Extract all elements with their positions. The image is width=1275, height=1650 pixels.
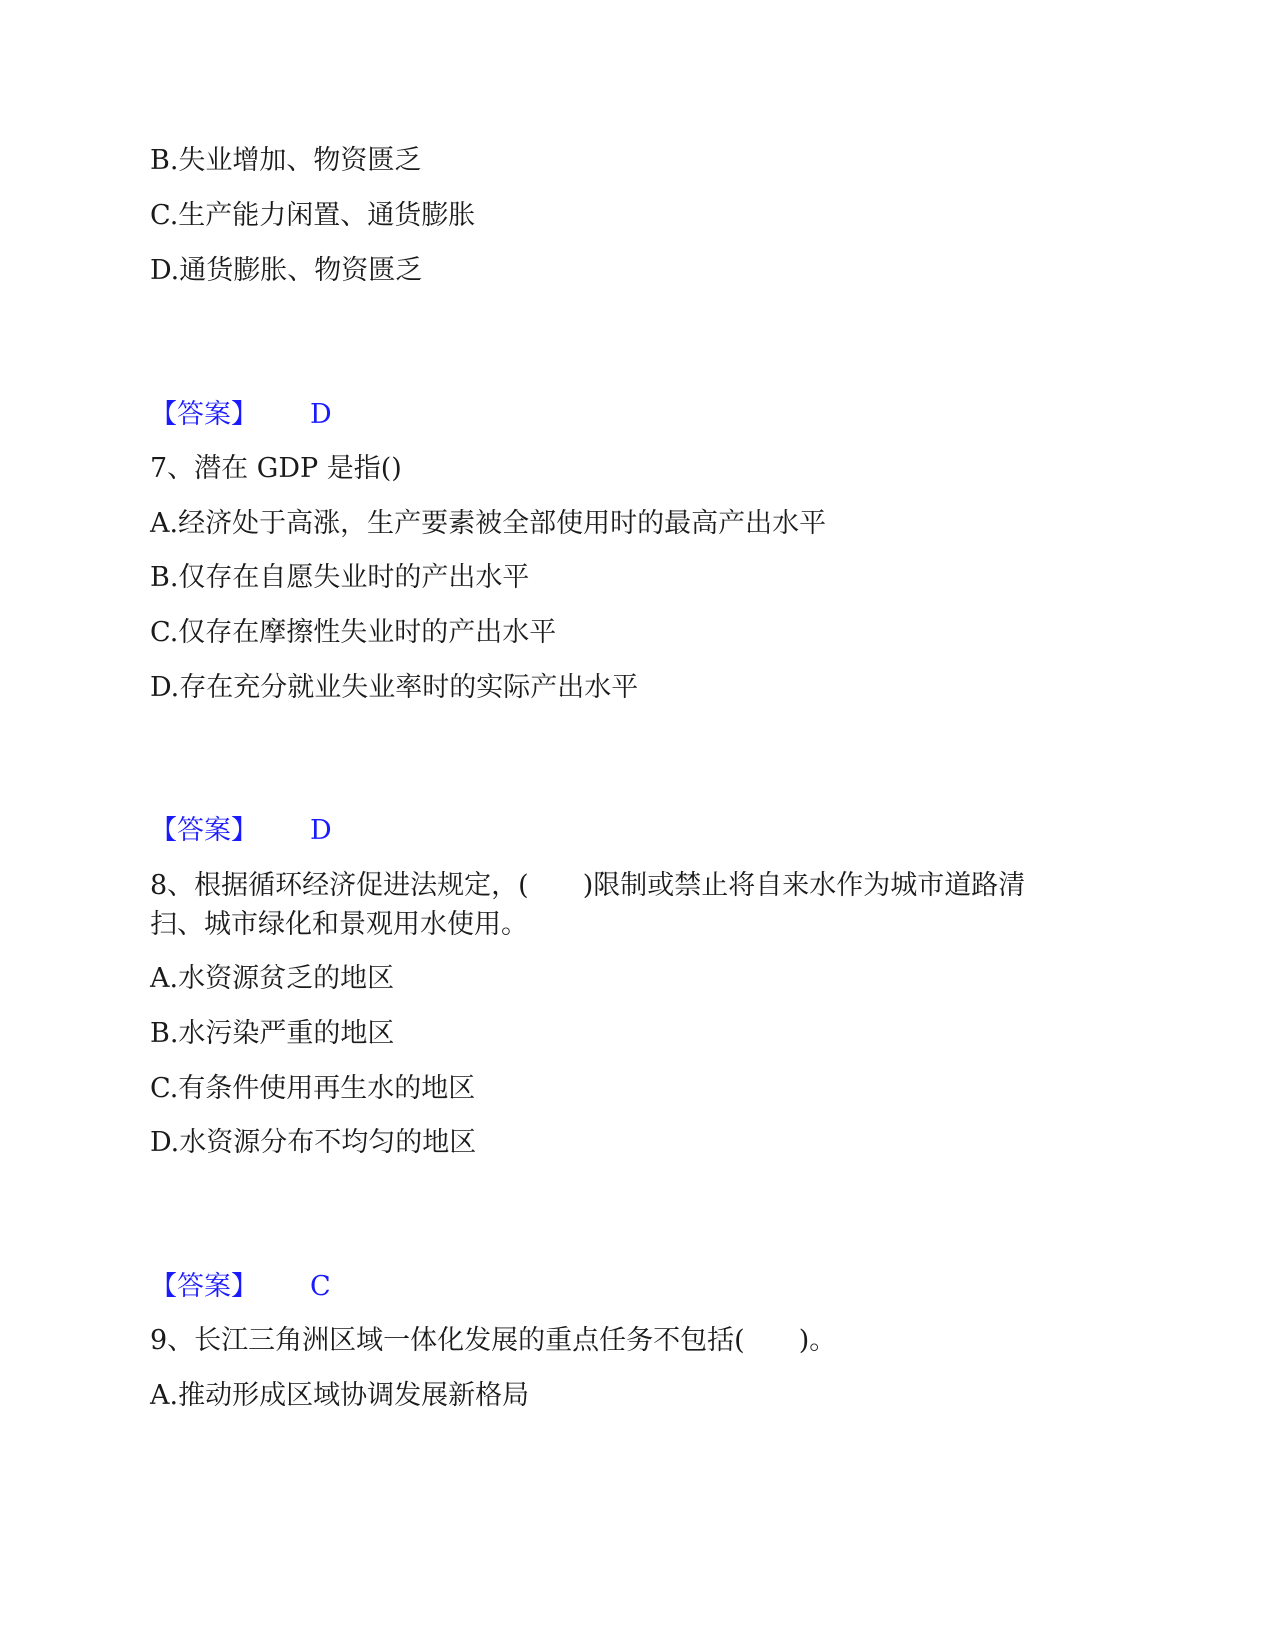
q6-option-b: B.失业增加、物资匮乏: [150, 145, 422, 176]
q8-stem-line-1: 8、根据循环经济促进法规定，( )限制或禁止将自来水作为城市道路清: [150, 870, 1026, 901]
answer-label: 【答案】: [150, 815, 258, 846]
q7-option-b: B.仅存在自愿失业时的产出水平: [150, 562, 530, 593]
q8-option-a: A.水资源贫乏的地区: [150, 963, 395, 994]
q8-option-d: D.水资源分布不均匀的地区: [150, 1127, 477, 1158]
answer-value: D: [310, 815, 332, 846]
q9-stem: 9、长江三角洲区域一体化发展的重点任务不包括( )。: [150, 1325, 837, 1356]
q7-option-c: C.仅存在摩擦性失业时的产出水平: [150, 617, 557, 648]
q7-stem: 7、潜在 GDP 是指(): [150, 453, 402, 484]
q7-answer: [150, 812, 332, 850]
q9-option-a: A.推动形成区域协调发展新格局: [150, 1380, 530, 1411]
q8-option-c: C.有条件使用再生水的地区: [150, 1073, 476, 1104]
q8-answer: [150, 1268, 331, 1306]
answer-label: 【答案】: [150, 399, 258, 430]
q6-option-c: C.生产能力闲置、通货膨胀: [150, 200, 476, 231]
answer-value: D: [310, 399, 332, 430]
q6-option-d: D.通货膨胀、物资匮乏: [150, 255, 423, 286]
answer-value: C: [310, 1271, 331, 1302]
q6-answer: [150, 396, 332, 434]
q7-option-a: A.经济处于高涨，生产要素被全部使用时的最高产出水平: [150, 508, 827, 539]
answer-label: 【答案】: [150, 1271, 258, 1302]
q8-stem-line-2: 扫、城市绿化和景观用水使用。: [150, 909, 528, 940]
q8-option-b: B.水污染严重的地区: [150, 1018, 395, 1049]
q7-option-d: D.存在充分就业失业率时的实际产出水平: [150, 672, 639, 703]
